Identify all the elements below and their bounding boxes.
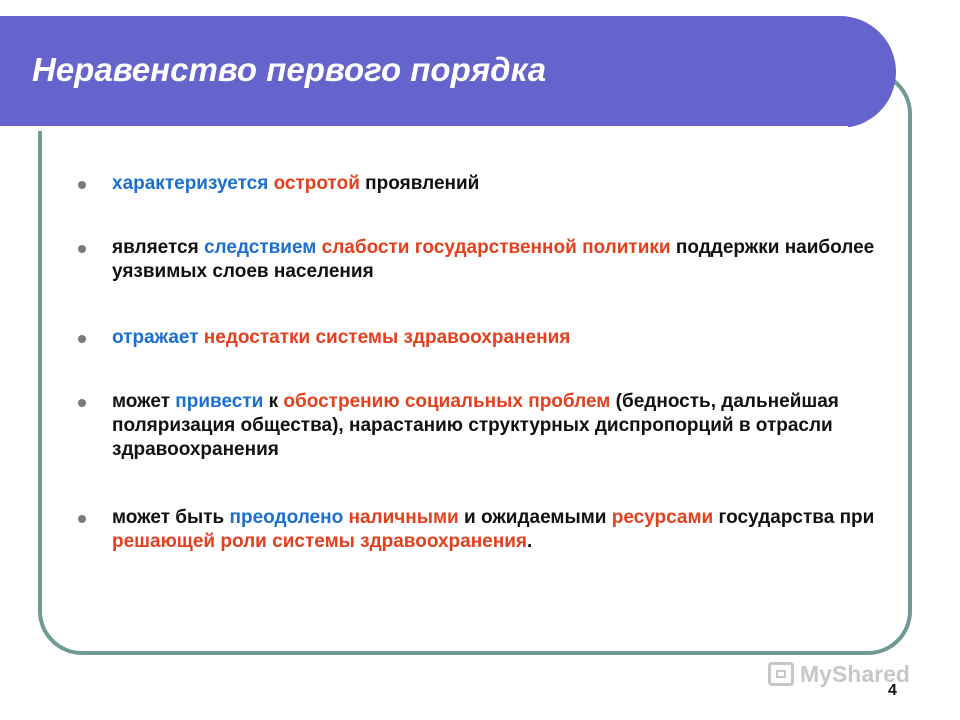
bullet-segment: преодолено <box>229 507 344 528</box>
slide-number: 4 <box>888 682 897 699</box>
bullet-item <box>70 506 890 554</box>
bullet-segment: может <box>112 391 176 412</box>
bullet-segment: наличными <box>348 507 459 528</box>
bullet-text <box>112 236 890 284</box>
bullet-segment: государства при <box>713 507 875 528</box>
bullet-segment: следствием <box>203 237 317 258</box>
bullet-segment: может быть <box>112 507 230 528</box>
bullet-item <box>70 390 890 462</box>
bullet-text <box>112 326 890 350</box>
content-frame <box>38 70 912 655</box>
slide-title: Неравенство первого порядка <box>32 51 547 88</box>
bullet-item <box>70 326 890 350</box>
bullet-text <box>112 172 890 196</box>
bullet-segment: (бедность, дальнейшая поляризация общества), нарастанию структурных диспропорций в отрасли здравоохранения <box>112 391 839 460</box>
monitor-icon <box>768 662 794 686</box>
bullet-segment: к <box>263 391 284 412</box>
bullet-dot-icon <box>78 181 86 189</box>
bullet-segment: . <box>527 531 533 552</box>
bullet-segment: недостатки системы здравоохранения <box>203 327 571 348</box>
bullet-segment: характеризуется <box>112 173 269 194</box>
bullet-text <box>112 506 890 554</box>
bullet-dot-icon <box>78 335 86 343</box>
bullet-segment: решающей роли системы здравоохранения <box>112 531 527 552</box>
bullet-text <box>112 390 890 462</box>
bullet-dot-icon <box>78 399 86 407</box>
bullet-segment: является <box>112 237 204 258</box>
bullet-segment: поддержки наиболее уязвимых слоев населения <box>112 237 875 282</box>
bullet-segment: проявлений <box>359 173 480 194</box>
bullet-segment: обострению социальных проблем <box>283 391 611 412</box>
title-divider <box>0 126 848 131</box>
bullet-item <box>70 172 890 196</box>
bullet-item <box>70 236 890 284</box>
watermark-text: MyShared <box>800 660 910 687</box>
bullet-segment: слабости государственной политики <box>321 237 671 258</box>
bullet-dot-icon <box>78 515 86 523</box>
bullet-segment: ресурсами <box>611 507 714 528</box>
bullet-dot-icon <box>78 245 86 253</box>
bullet-segment: привести <box>175 391 264 412</box>
bullet-segment: отражает <box>112 327 199 348</box>
bullet-segment: остротой <box>273 173 360 194</box>
bullet-segment: и ожидаемыми <box>458 507 612 528</box>
